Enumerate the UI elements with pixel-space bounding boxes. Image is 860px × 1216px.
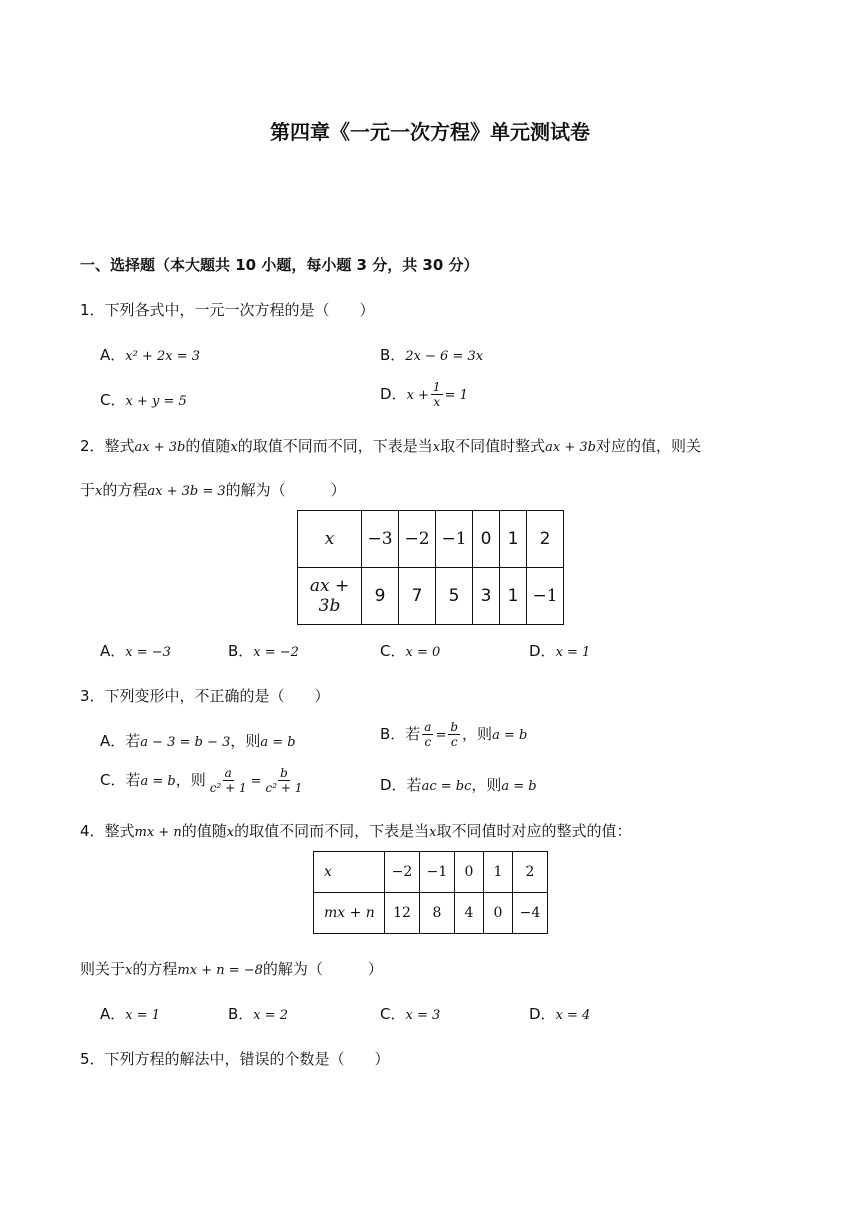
q3-option-d[interactable]: D．若ac = bc，则a = b	[380, 776, 537, 794]
q2-option-d[interactable]	[529, 640, 590, 661]
q3-option-a[interactable]: A．若a − 3 = b − 3，则a = b	[100, 732, 296, 750]
table-cell: 12	[385, 893, 420, 934]
option-label: B．	[228, 1005, 254, 1023]
question-4-stem-line1: 4．整式mx + n的值随x的取值不同而不同，下表是当x取不同值时对应的整式的值：	[80, 822, 632, 840]
q4-value-table	[313, 851, 548, 934]
table-cell: 1	[500, 568, 527, 625]
option-expression: x² + 2x = 3	[125, 349, 200, 364]
option-label: A．	[100, 642, 126, 660]
option-label: C．	[380, 642, 406, 660]
table-row	[314, 852, 548, 893]
option-label: D．	[529, 642, 556, 660]
option-expression: x = 0	[405, 645, 441, 660]
question-2-stem-line2: 于x的方程ax + 3b = 3的解为（ ）	[80, 481, 346, 499]
table-cell: 4	[455, 893, 484, 934]
q1-option-d[interactable]: D．x + $\frac{1}{x}$ = 1	[380, 380, 468, 409]
q1-option-c[interactable]	[100, 389, 187, 410]
option-label: D．	[380, 385, 407, 403]
table-cell: 0	[473, 511, 500, 568]
table-row	[314, 893, 548, 934]
table-cell: 9	[362, 568, 399, 625]
q2-option-b[interactable]	[228, 640, 299, 661]
question-5-stem: 5．下列方程的解法中，错误的个数是（ ）	[80, 1050, 390, 1068]
table-cell: 8	[420, 893, 455, 934]
table-cell: −1	[527, 568, 564, 625]
table-header-cell: ax + 3b	[298, 568, 362, 625]
q4-option-d[interactable]	[529, 1003, 590, 1024]
table-cell: 0	[455, 852, 484, 893]
table-cell: −2	[399, 511, 436, 568]
q4-option-a[interactable]	[100, 1003, 160, 1024]
table-cell: 7	[399, 568, 436, 625]
table-cell: 1	[500, 511, 527, 568]
option-expression: x + y = 5	[125, 394, 187, 409]
table-cell: 5	[436, 568, 473, 625]
table-cell: 0	[484, 893, 513, 934]
fraction: $\frac{a}{\text{c² + 1}}$	[209, 766, 247, 795]
question-1-stem: 1．下列各式中，一元一次方程的是（ ）	[80, 301, 375, 319]
option-expression: x = 4	[555, 1008, 591, 1023]
table-cell: 3	[473, 568, 500, 625]
option-label: A．	[100, 1005, 126, 1023]
question-3-stem: 3．下列变形中，不正确的是（ ）	[80, 687, 330, 705]
q1-option-a[interactable]	[100, 344, 200, 365]
option-expression: x = 2	[253, 1008, 289, 1023]
table-cell: 1	[484, 852, 513, 893]
table-header-cell: mx + n	[314, 893, 385, 934]
table-cell: 2	[527, 511, 564, 568]
fraction: $\frac{b}{c}$	[450, 720, 459, 749]
question-2-stem-line1: 2．整式ax + 3b的值随x的取值不同而不同，下表是当x取不同值时整式ax + 3b对应的值，则关	[80, 437, 701, 455]
option-expression: x = 1	[125, 1008, 161, 1023]
fraction: $\frac{a}{c}$	[424, 720, 432, 749]
table-cell: −3	[362, 511, 399, 568]
option-label: A．	[100, 346, 126, 364]
q4-option-b[interactable]	[228, 1003, 288, 1024]
option-label: C．	[100, 391, 126, 409]
q1-option-b[interactable]	[380, 344, 483, 365]
section-heading: 一、选择题（本大题共 10 小题，每小题 3 分，共 30 分）	[80, 256, 479, 274]
page-title: 第四章《一元一次方程》单元测试卷	[270, 120, 590, 144]
option-label: B．	[228, 642, 254, 660]
q4-option-c[interactable]	[380, 1003, 440, 1024]
table-row	[298, 568, 564, 625]
table-cell: 2	[513, 852, 548, 893]
fraction: $\frac{b}{\text{c² + 1}}$	[265, 766, 303, 795]
table-cell: −2	[385, 852, 420, 893]
table-cell: −1	[420, 852, 455, 893]
table-row	[298, 511, 564, 568]
q2-option-a[interactable]	[100, 640, 171, 661]
option-label: C．	[380, 1005, 406, 1023]
option-label: B．	[380, 346, 406, 364]
option-label: D．	[529, 1005, 556, 1023]
q3-option-c[interactable]: C．若a = b，则 $\frac{a}{\text{c² + 1}}$ = $\frac{b}{\text{c² + 1}}$	[100, 766, 303, 795]
option-expression: x = −3	[125, 645, 171, 660]
q3-option-b[interactable]: B．若 $\frac{a}{c}$ = $\frac{b}{c}$ ，则a = b	[380, 720, 528, 749]
table-header-cell: x	[298, 511, 362, 568]
table-header-cell: x	[314, 852, 385, 893]
option-expression: x = 3	[405, 1008, 441, 1023]
q2-option-c[interactable]	[380, 640, 440, 661]
option-expression: x = −2	[253, 645, 299, 660]
option-expression: 2x − 6 = 3x	[405, 349, 484, 364]
option-expression: x = 1	[555, 645, 591, 660]
q2-value-table	[297, 510, 564, 625]
table-cell: −1	[436, 511, 473, 568]
fraction: $\frac{1}{x}$	[432, 380, 441, 409]
table-cell: −4	[513, 893, 548, 934]
question-4-stem-line2: 则关于x的方程mx + n = −8的解为（ ）	[80, 960, 383, 978]
